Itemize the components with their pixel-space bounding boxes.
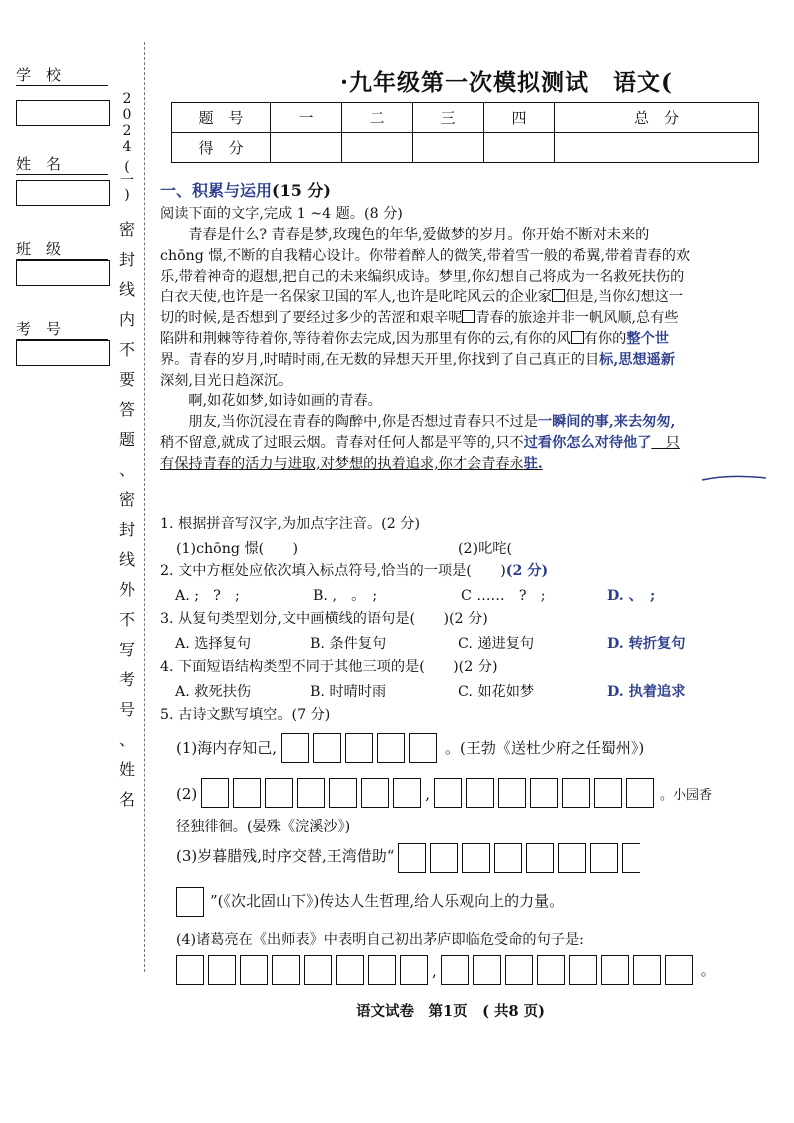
answer-box[interactable] <box>361 778 389 808</box>
q3-option-b[interactable]: B. 条件复句 <box>310 636 387 652</box>
score-header: 题 号 <box>172 103 271 133</box>
q5-item-3: (3)岁暮腊残,时序交替,王湾借助“ <box>176 843 644 873</box>
q4-option-b[interactable]: B. 时晴时雨 <box>310 684 387 700</box>
answer-box[interactable] <box>569 955 597 985</box>
name-field[interactable] <box>16 180 110 206</box>
answer-box[interactable] <box>430 843 458 873</box>
class-field[interactable] <box>16 260 110 286</box>
q2-option-b[interactable]: B. , 。 ; <box>313 588 378 604</box>
answer-box[interactable] <box>498 778 526 808</box>
answer-box[interactable] <box>233 778 261 808</box>
seal-line-warning: 密 封 线 内 不 要 答 题 、 密 封 线 外 不 写 考 号 、 姓 名 <box>118 220 135 809</box>
q5-item-1: (1)海内存知己, 。(王勃《送杜少府之任蜀州》) <box>176 733 644 763</box>
answer-box[interactable] <box>562 778 590 808</box>
score-row-label: 得 分 <box>172 133 271 163</box>
reading-passage: 青春是什么? 青春是梦,玫瑰色的年华,爱做梦的岁月。你开始不断对未来的 chōng 憬,不断的自我精心设计。你带着醉人的微笑,带着雪一般的希翼,带着青春的欢 乐,带着神奇的遐想,把自己的未来编织成诗。梦里,你幻想自己将成为一名救死扶伤的 白衣天使,也许是一名保家卫国的军人,也许是叱咤风云的企业家 但是,当你幻想这一 切的时候,是否想到了要经过多少的苦涩和艰辛呢 青春的旅途并非一帆风顺,总有些 陷阱和荆棘等待着你,等待着你去完成,因为那里有你的云,有你的风 有你的整个世 界。青春的岁月,时晴时雨,在无数的异想天开里,你找到了自己真正的目标,思想遥新 深刻,目光日趋深沉。 啊,如花如梦,如诗如画的青春。 朋友,当你沉浸在青春的陶醉中,你是否想过青春只不过是一瞬间的事,来去匆匆, 稍不留意,就成了过眼云烟。青春对任何人都是平等的,只不过看你怎么对待他了 只 有保持青春的活力与进取,对梦想的执着追求,你才会青春永驻. <box>160 227 691 472</box>
answer-box[interactable] <box>393 778 421 808</box>
score-cell[interactable] <box>271 133 342 163</box>
exam-no-label: 考 号 <box>16 318 108 340</box>
score-cell[interactable] <box>555 133 759 163</box>
page-footer: 语文试卷 第1页 ( 共8 页) <box>356 1003 545 1020</box>
q1-part-2[interactable]: (2)叱咤( <box>458 541 513 557</box>
score-header: 总 分 <box>555 103 759 133</box>
answer-box[interactable] <box>434 778 462 808</box>
answer-box[interactable] <box>526 843 554 873</box>
school-label: 学 校 <box>16 64 108 86</box>
answer-box[interactable] <box>201 778 229 808</box>
answer-box[interactable] <box>441 955 469 985</box>
q5-item-2-source: 径独徘徊。(晏殊《浣溪沙》) <box>176 819 351 835</box>
answer-box[interactable] <box>462 843 490 873</box>
question-1: 1. 根据拼音写汉字,为加点字注音。(2 分) <box>160 516 420 532</box>
answer-box[interactable] <box>336 955 364 985</box>
answer-box[interactable] <box>176 955 204 985</box>
answer-box[interactable] <box>240 955 268 985</box>
name-label: 姓 名 <box>16 153 108 175</box>
q4-option-a[interactable]: A. 救死扶伤 <box>175 684 252 700</box>
answer-box[interactable] <box>537 955 565 985</box>
punctuation-box[interactable] <box>571 331 584 344</box>
answer-box[interactable] <box>594 778 622 808</box>
score-header: 三 <box>413 103 484 133</box>
answer-box[interactable] <box>590 843 618 873</box>
score-table <box>171 102 759 163</box>
page-title: ·九年级第一次模拟测试 语文( <box>340 69 673 96</box>
q4-option-d[interactable]: D. 执着追求 <box>607 684 686 700</box>
answer-box[interactable] <box>626 778 654 808</box>
score-cell[interactable] <box>484 133 555 163</box>
q2-option-a[interactable]: A. ; ? ; <box>175 588 240 604</box>
score-cell[interactable] <box>413 133 484 163</box>
answer-box[interactable] <box>368 955 396 985</box>
question-2: 2. 文中方框处应依次填入标点符号,恰当的一项是( )(2 分) <box>160 563 549 579</box>
answer-box[interactable] <box>377 733 405 763</box>
answer-box[interactable] <box>304 955 332 985</box>
instructions: 阅读下面的文字,完成 1 ~4 题。(8 分) <box>160 206 403 222</box>
q5-item-4: , 。 <box>176 955 716 985</box>
answer-box[interactable] <box>505 955 533 985</box>
class-label: 班 级 <box>16 238 108 260</box>
q5-item-3-end: ”(《次北固山下》)传达人生哲理,给人乐观向上的力量。 <box>176 887 564 917</box>
answer-box[interactable] <box>530 778 558 808</box>
q4-option-c[interactable]: C. 如花如梦 <box>458 684 535 700</box>
q2-option-d[interactable]: D. 、 ; <box>607 588 656 604</box>
year-vertical: 2 0 2 4 ( 一 ) <box>120 91 134 203</box>
score-header: 一 <box>271 103 342 133</box>
question-4: 4. 下面短语结构类型不同于其他三项的是( )(2 分) <box>160 659 498 675</box>
q1-part-1[interactable]: (1)chōng 憬( ) <box>176 541 299 557</box>
answer-box[interactable] <box>558 843 586 873</box>
score-header: 四 <box>484 103 555 133</box>
q3-option-c[interactable]: C. 递进复句 <box>458 636 535 652</box>
q2-option-c[interactable]: C …… ? ; <box>461 588 546 604</box>
answer-box[interactable] <box>208 955 236 985</box>
answer-box[interactable] <box>622 843 640 873</box>
answer-box[interactable] <box>633 955 661 985</box>
exam-no-field[interactable] <box>16 340 110 366</box>
answer-box[interactable] <box>409 733 437 763</box>
answer-box[interactable] <box>398 843 426 873</box>
section-heading: 一、积累与运用(15 分) <box>160 181 331 200</box>
school-field[interactable] <box>16 100 110 126</box>
question-5: 5. 古诗文默写填空。(7 分) <box>160 707 331 723</box>
answer-box[interactable] <box>297 778 325 808</box>
punctuation-box[interactable] <box>462 310 475 323</box>
answer-box[interactable] <box>281 733 309 763</box>
q3-option-d[interactable]: D. 转折复句 <box>607 636 686 652</box>
answer-box[interactable] <box>494 843 522 873</box>
answer-box[interactable] <box>400 955 428 985</box>
binding-divider <box>144 42 145 972</box>
answer-box[interactable] <box>313 733 341 763</box>
q5-item-4-prompt: (4)诸葛亮在《出师表》中表明自己初出茅庐即临危受命的句子是: <box>176 932 584 948</box>
answer-box[interactable] <box>601 955 629 985</box>
q3-option-a[interactable]: A. 选择复句 <box>175 636 252 652</box>
question-3: 3. 从复句类型划分,文中画横线的语句是( )(2 分) <box>160 611 488 627</box>
answer-box[interactable] <box>329 778 357 808</box>
punctuation-box[interactable] <box>552 289 565 302</box>
answer-box[interactable] <box>176 887 204 917</box>
answer-box[interactable] <box>466 778 494 808</box>
q5-item-2: (2) , 。小园香 <box>176 778 712 808</box>
answer-box[interactable] <box>265 778 293 808</box>
score-header: 二 <box>342 103 413 133</box>
answer-box[interactable] <box>345 733 373 763</box>
answer-box[interactable] <box>665 955 693 985</box>
handwritten-underline-mark <box>700 464 770 484</box>
answer-box[interactable] <box>473 955 501 985</box>
score-cell[interactable] <box>342 133 413 163</box>
answer-box[interactable] <box>272 955 300 985</box>
